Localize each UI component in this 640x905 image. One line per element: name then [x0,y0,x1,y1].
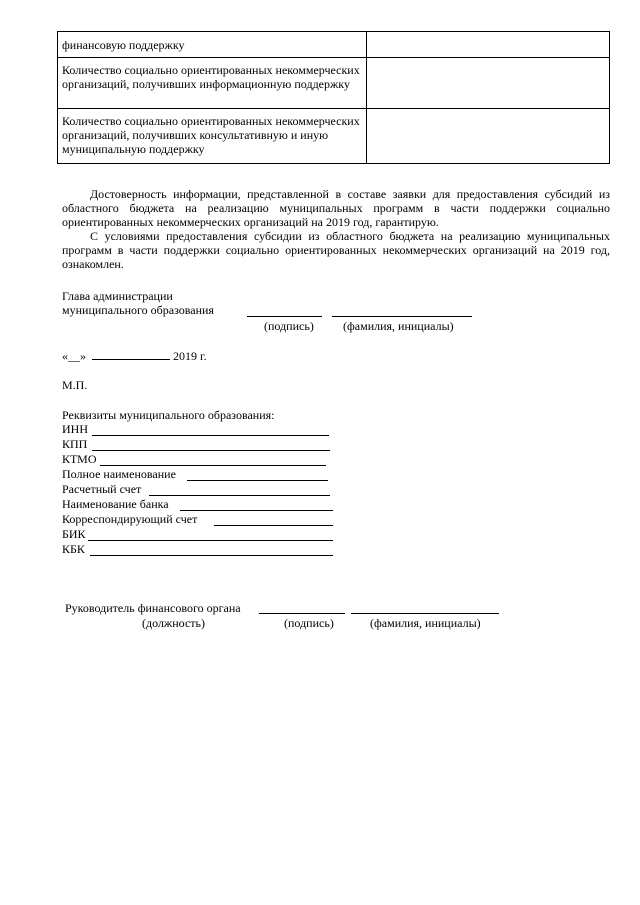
requisite-corr-account: Корреспондирующий счет [62,512,198,526]
table-cell-value [366,58,609,109]
finance-head-label: Руководитель финансового органа [65,601,241,615]
date-line [62,348,207,363]
indicators-table [57,31,610,164]
date-month-line [92,348,170,360]
requisite-kbk: КБК [62,542,85,556]
table-cell-label: Количество социально ориентированных некоммерческих организаций, получивших информационную поддержку [58,58,367,109]
finance-caption-sign: (подпись) [284,616,334,630]
requisite-kpp: КПП [62,437,88,451]
requisite-full-name: Полное наименование [62,467,176,481]
head-title-line1: Глава администрации [62,289,173,303]
requisites-title: Реквизиты муниципального образования: [62,408,275,422]
acknowledgement-paragraph: С условиями предоставления субсидии из областного бюджета на реализацию муниципальных программ в части поддержки социально ориентированных некоммерческих организаций на 2019 год, ознакомлен. [62,229,610,271]
head-name-line [332,305,472,317]
table-cell-value [366,32,609,58]
finance-caption-position: (должность) [142,616,205,630]
seal-mark: М.П. [62,378,88,392]
date-day: «__» [62,349,86,363]
table-cell-label: финансовую поддержку [58,32,367,58]
requisite-bik: БИК [62,527,86,541]
head-sign-line [247,305,322,317]
table-cell-value [366,109,609,164]
table-row [58,109,610,164]
head-title-line2: муниципального образования [62,303,214,317]
requisite-account-line [149,484,330,496]
requisite-inn: ИНН [62,422,88,436]
requisite-corr-account-line [214,514,333,526]
requisite-kpp-line [92,439,330,451]
guarantee-paragraph: Достоверность информации, представленной в составе заявки для предоставления субсидий из областного бюджета на реализацию муниципальных программ в части поддержки социально ориентированных некоммерческих организаций на 2019 год, гарантирую. [62,187,610,229]
requisite-account: Расчетный счет [62,482,142,496]
requisite-inn-line [92,424,329,436]
table-cell-label: Количество социально ориентированных некоммерческих организаций, получивших консультативную и иную муниципальную поддержку [58,109,367,164]
requisite-kbk-line [90,544,333,556]
requisite-bank: Наименование банка [62,497,169,511]
requisite-full-name-line [187,469,328,481]
table-row [58,32,610,58]
requisite-bank-line [180,499,333,511]
requisite-ktmo: КТМО [62,452,97,466]
date-year: 2019 г. [173,349,207,363]
head-caption-sign: (подпись) [264,319,314,333]
table-row [58,58,610,109]
finance-sign-line [259,602,345,614]
finance-caption-name: (фамилия, инициалы) [370,616,481,630]
head-caption-name: (фамилия, инициалы) [343,319,454,333]
requisite-bik-line [88,529,333,541]
requisite-ktmo-line [100,454,326,466]
finance-name-line [351,602,499,614]
